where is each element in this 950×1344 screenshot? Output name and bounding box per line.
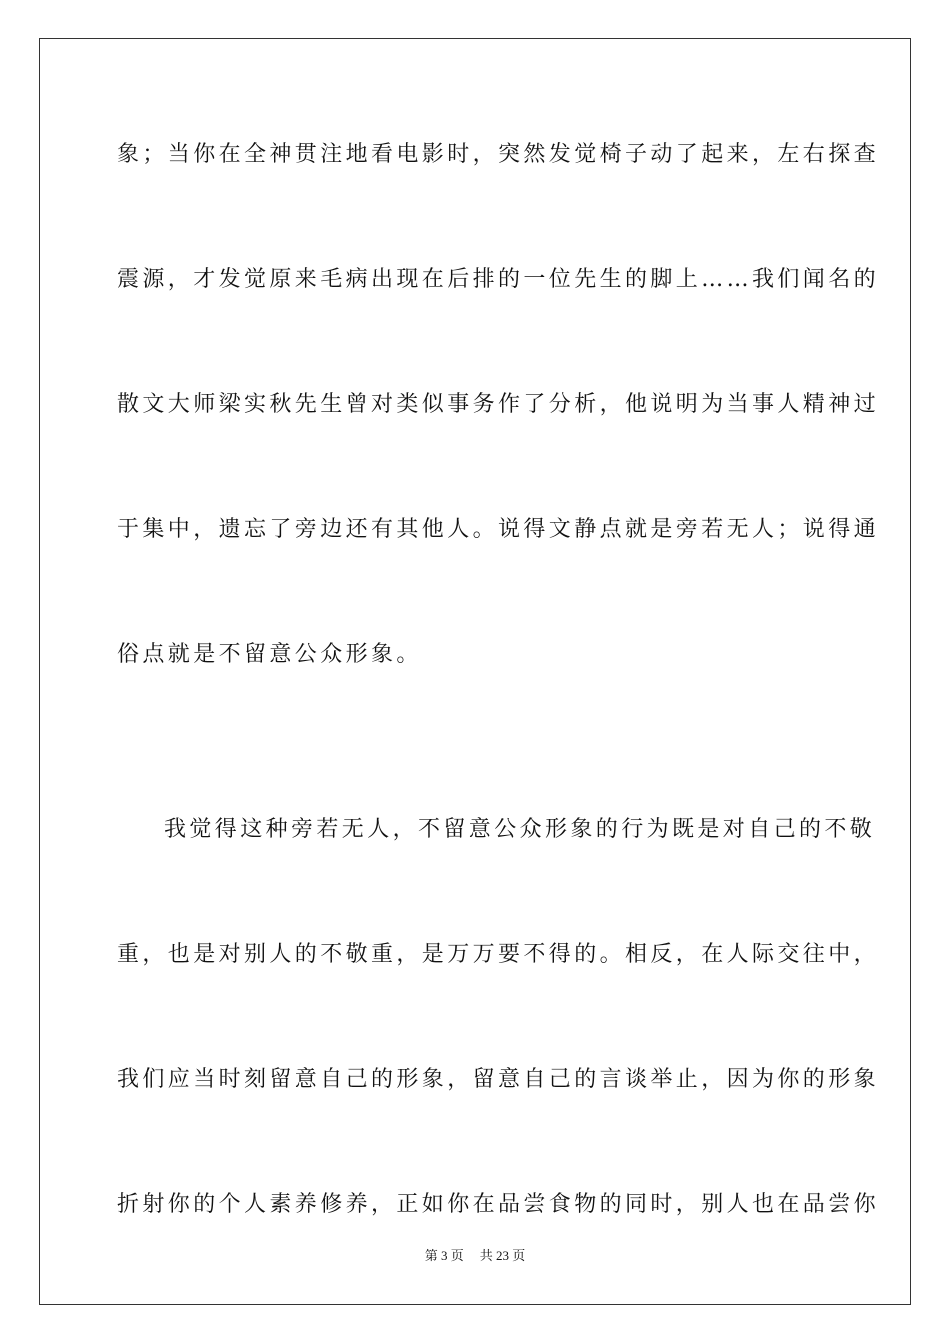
- paragraph-line: 重，也是对别人的不敬重，是万万要不得的。相反，在人际交往中，: [117, 942, 880, 967]
- paragraph-first-line: 我觉得这种旁若无人，不留意公众形象的行为既是对自己的不敬: [164, 817, 876, 842]
- page-number: 第 3 页: [424, 1248, 464, 1263]
- paragraph-line: 震源，才发觉原来毛病出现在后排的一位先生的脚上……我们闻名的: [117, 267, 880, 292]
- page-total: 共 23 页: [479, 1248, 526, 1263]
- paragraph-line: 俗点就是不留意公众形象。: [117, 642, 422, 667]
- paragraph-line: 我们应当时刻留意自己的形象，留意自己的言谈举止，因为你的形象: [117, 1067, 880, 1092]
- document-body: [117, 130, 880, 1305]
- paragraph-line: 于集中，遗忘了旁边还有其他人。说得文静点就是旁若无人；说得通: [117, 517, 880, 542]
- paragraph-line: 散文大师梁实秋先生曾对类似事务作了分析，他说明为当事人精神过: [117, 392, 880, 417]
- paragraph-line: 象；当你在全神贯注地看电影时，突然发觉椅子动了起来，左右探查: [117, 142, 880, 167]
- paragraph-line: 折射你的个人素养修养，正如你在品尝食物的同时，别人也在品尝你: [117, 1192, 880, 1217]
- page-footer: [0, 1246, 950, 1266]
